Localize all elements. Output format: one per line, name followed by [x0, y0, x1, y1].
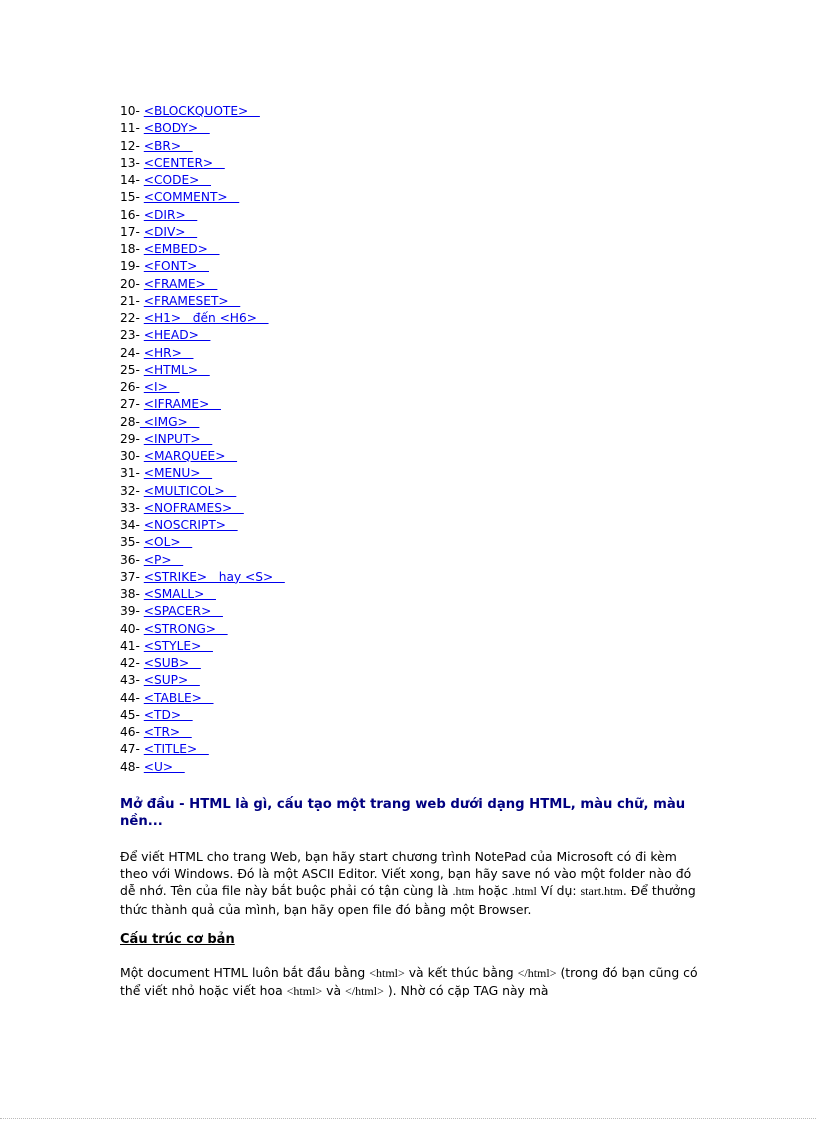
tag-number: 47-: [120, 742, 144, 757]
structure-text-c: (trong đó bạn cũng có thể viết nhỏ hoặc viết hoa: [120, 964, 698, 999]
tag-list-item: [120, 293, 700, 310]
tag-number: 42-: [120, 656, 144, 670]
tag-number: 34-: [120, 518, 144, 532]
tag-number: 13-: [120, 155, 144, 170]
html-close-tag-2: </html>: [345, 984, 384, 999]
tag-number: 24-: [120, 345, 144, 360]
tag-list-item: [120, 500, 700, 517]
tag-link[interactable]: <FRAMESET>: [143, 293, 241, 308]
intro-paragraph: [120, 848, 700, 918]
tag-link[interactable]: <P>: [143, 552, 184, 567]
section-heading: Mở đầu - HTML là gì, cấu tạo một trang web dưới dạng HTML, màu chữ, màu nền...: [120, 796, 686, 830]
tag-number: 26-: [120, 380, 144, 394]
intro-text-d: . Để thưởng thức thành quả của mình, bạn hãy open file đó bằng một Browser.: [120, 883, 696, 917]
tag-list-item: [120, 138, 700, 155]
tag-list-item: [120, 621, 700, 638]
tag-list-item: [120, 310, 700, 327]
tag-number: 40-: [120, 621, 144, 636]
tag-number: 37-: [120, 569, 144, 584]
tag-link[interactable]: <BLOCKQUOTE>: [143, 104, 260, 118]
structure-text-e: ). Nhờ có cặp TAG này mà: [383, 983, 549, 999]
page-bottom-divider: [0, 1118, 816, 1119]
tag-list-item: [120, 586, 700, 603]
tag-link[interactable]: <STYLE>: [143, 638, 213, 653]
document-page: [120, 103, 700, 1001]
tag-link[interactable]: <SMALL>: [143, 587, 216, 601]
structure-text-b: và kết thúc bằng: [404, 964, 518, 980]
html-close-tag: </html>: [517, 965, 557, 980]
tag-list-item: [120, 465, 700, 482]
structure-text-d: và: [322, 983, 345, 999]
tag-list-item: [120, 345, 700, 362]
tag-link[interactable]: <COMMENT>: [143, 190, 240, 205]
tag-list-item: [120, 603, 700, 620]
tag-list-item: [120, 552, 700, 569]
structure-text-a: Một document HTML luôn bắt đầu bằng: [120, 964, 370, 980]
structure-paragraph: [120, 964, 700, 1001]
intro-text-b: hoặc: [474, 883, 512, 899]
tag-link[interactable]: <I>: [143, 380, 180, 394]
tag-list-item: [120, 103, 700, 120]
tag-link[interactable]: <IFRAME>: [143, 397, 221, 412]
tag-index-list: [120, 103, 700, 776]
tag-list-item: [120, 448, 700, 465]
tag-number: 16-: [120, 207, 144, 222]
tag-number: 28-: [120, 414, 140, 429]
tag-number: 45-: [120, 707, 144, 722]
tag-number: 36-: [120, 552, 144, 567]
tag-number: 20-: [120, 276, 144, 291]
tag-list-item: [120, 379, 700, 396]
tag-link[interactable]: <IMG>: [139, 414, 200, 429]
tag-number: 19-: [120, 259, 144, 274]
tag-list-item: [120, 241, 700, 258]
tag-list-item: [120, 172, 700, 189]
tag-number: 38-: [120, 587, 144, 601]
tag-list-item: [120, 759, 700, 776]
tag-link[interactable]: <INPUT>: [143, 431, 213, 446]
tag-link[interactable]: <NOFRAMES>: [143, 500, 244, 515]
tag-number: 10-: [120, 104, 144, 118]
basic-structure-heading: Cấu trúc cơ bản: [120, 931, 235, 947]
tag-link[interactable]: <U>: [143, 759, 185, 774]
tag-number: 14-: [120, 173, 144, 187]
tag-number: 23-: [120, 328, 144, 343]
html-open-tag-2: <html>: [286, 984, 323, 999]
tag-link[interactable]: <SUP>: [143, 673, 200, 688]
tag-list-item: [120, 414, 700, 431]
tag-list-item: [120, 276, 700, 293]
tag-list-item: [120, 120, 700, 137]
tag-link[interactable]: <TABLE>: [143, 690, 214, 705]
tag-list-item: [120, 569, 700, 586]
tag-number: 30-: [120, 449, 144, 463]
tag-link[interactable]: <H1> đến <H6>: [143, 311, 269, 325]
tag-link[interactable]: <TR>: [143, 725, 192, 739]
tag-number: 48-: [120, 759, 144, 774]
tag-list-item: [120, 483, 700, 500]
tag-number: 32-: [120, 483, 144, 498]
tag-number: 35-: [120, 535, 144, 550]
tag-link[interactable]: <MENU>: [143, 466, 213, 481]
tag-link[interactable]: <DIR>: [143, 207, 198, 222]
extension-htm: .htm: [452, 884, 475, 899]
tag-link[interactable]: <OL>: [143, 535, 193, 550]
tag-list-item: [120, 207, 700, 224]
tag-list-item: [120, 690, 700, 707]
tag-link[interactable]: <MULTICOL>: [143, 483, 237, 498]
tag-link[interactable]: <EMBED>: [143, 242, 220, 256]
tag-link[interactable]: <HTML>: [143, 362, 210, 377]
tag-number: 17-: [120, 224, 144, 239]
tag-list-item: [120, 534, 700, 551]
tag-list-item: [120, 724, 700, 741]
tag-number: 15-: [120, 190, 144, 205]
tag-link[interactable]: <CODE>: [143, 173, 212, 187]
tag-number: 46-: [120, 725, 144, 739]
tag-number: 25-: [120, 362, 144, 377]
tag-link[interactable]: <SPACER>: [143, 604, 223, 619]
tag-number: 21-: [120, 293, 144, 308]
tag-link[interactable]: <FRAME>: [143, 276, 218, 291]
tag-link[interactable]: <HR>: [143, 345, 194, 360]
example-filename: start.htm: [580, 884, 623, 899]
tag-number: 12-: [120, 138, 144, 153]
tag-link[interactable]: <FONT>: [143, 259, 209, 274]
tag-list-item: [120, 517, 700, 534]
tag-link[interactable]: <MARQUEE>: [143, 449, 238, 463]
tag-list-item: [120, 672, 700, 689]
html-open-tag: <html>: [369, 965, 405, 980]
tag-link[interactable]: <TD>: [143, 707, 193, 722]
tag-list-item: [120, 224, 700, 241]
tag-number: 22-: [120, 311, 144, 325]
tag-number: 41-: [120, 638, 144, 653]
tag-list-item: [120, 431, 700, 448]
tag-list-item: [120, 189, 700, 206]
tag-number: 18-: [120, 242, 144, 256]
tag-link[interactable]: <TITLE>: [143, 742, 209, 757]
tag-link[interactable]: <BR>: [143, 138, 193, 153]
tag-number: 29-: [120, 431, 144, 446]
tag-link[interactable]: <STRONG>: [143, 621, 228, 636]
tag-list-item: [120, 638, 700, 655]
tag-list-item: [120, 741, 700, 758]
tag-number: 43-: [120, 673, 144, 688]
tag-list-item: [120, 258, 700, 275]
tag-number: 39-: [120, 604, 144, 619]
tag-list-item: [120, 655, 700, 672]
extension-html: .html: [511, 884, 537, 899]
tag-number: 31-: [120, 466, 144, 481]
tag-list-item: [120, 362, 700, 379]
tag-list-item: [120, 396, 700, 413]
tag-link[interactable]: <STRIKE> hay <S>: [143, 569, 285, 584]
tag-link[interactable]: <NOSCRIPT>: [143, 518, 238, 532]
tag-link[interactable]: <BODY>: [143, 121, 210, 136]
tag-number: 44-: [120, 690, 144, 705]
tag-number: 27-: [120, 397, 144, 412]
intro-text-c: Ví dụ:: [536, 883, 581, 899]
tag-number: 11-: [120, 121, 144, 136]
tag-list-item: [120, 155, 700, 172]
tag-number: 33-: [120, 500, 144, 515]
tag-link[interactable]: <DIV>: [143, 224, 198, 239]
tag-link[interactable]: <HEAD>: [143, 328, 211, 343]
intro-text-a: Để viết HTML cho trang Web, bạn hãy start chương trình NotePad của Microsoft có đi kèm theo với Windows. Đó là một ASCII Editor. Viết xong, bạn hãy save nó vào một folder nào đó dễ nhớ. Tên của file này bắt buộc phải có tận cùng là: [120, 848, 692, 899]
tag-link[interactable]: <SUB>: [143, 656, 201, 670]
tag-link[interactable]: <CENTER>: [143, 155, 225, 170]
tag-list-item: [120, 327, 700, 344]
tag-list-item: [120, 707, 700, 724]
